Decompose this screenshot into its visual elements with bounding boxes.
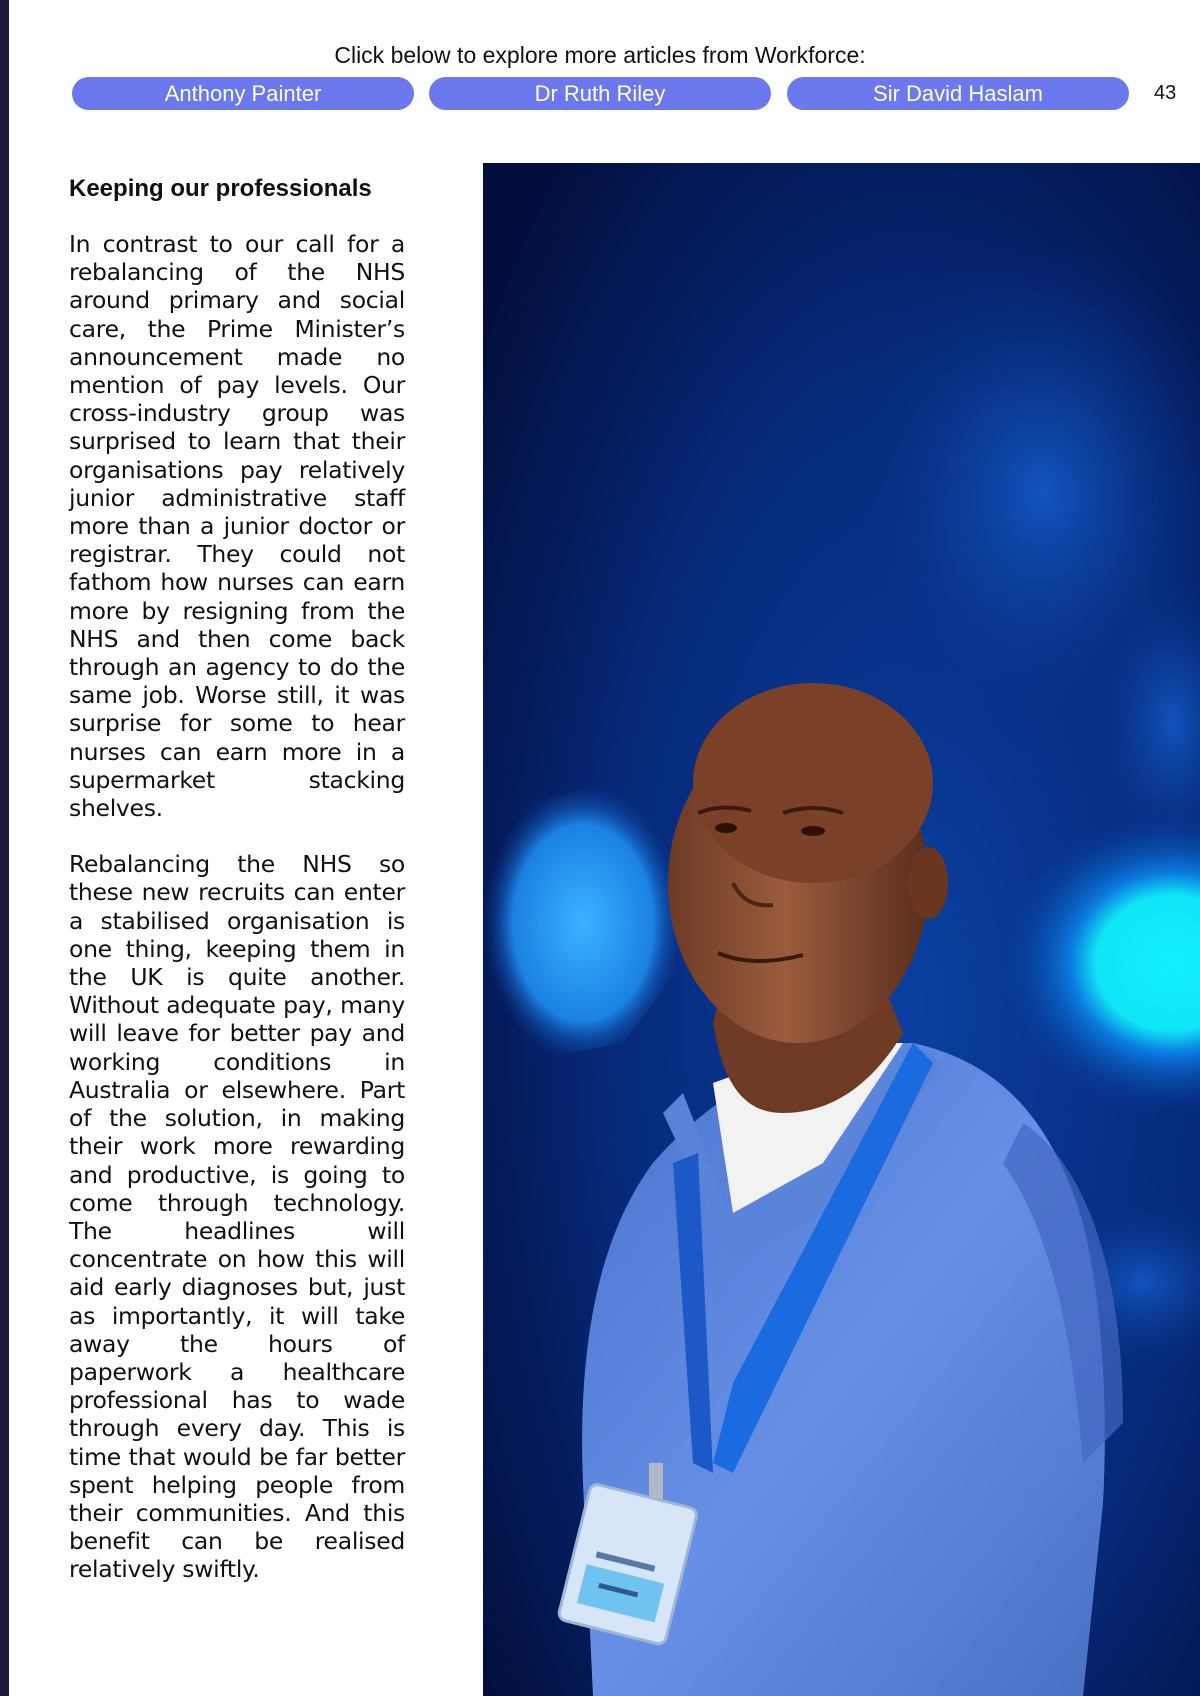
article-link-ruth-riley[interactable]: Dr Ruth Riley (429, 77, 771, 110)
article-paragraph: In contrast to our call for a rebalancing of the NHS around primary and social care, the Prime Minister’s announcement made no mention of pay levels. Our cross-industry group was surprised to learn that their organisations pay relatively junior administrative staff more than a junior doctor or registrar. They could not fathom how nurses can earn more by resigning from the NHS and then come back through an agency to do the same job. Worse still, it was surprise for some to hear nurses can earn more in a supermarket stacking shelves. (69, 230, 405, 823)
section-heading: Keeping our professionals (69, 175, 372, 202)
left-edge-bar (0, 0, 9, 1696)
healthcare-worker-photo (483, 163, 1200, 1696)
article-link-anthony-painter[interactable]: Anthony Painter (72, 77, 414, 110)
article-link-david-haslam[interactable]: Sir David Haslam (787, 77, 1129, 110)
article-column (69, 174, 405, 1612)
page-number: 43 (1154, 82, 1177, 104)
article-paragraph: Rebalancing the NHS so these new recruits can enter a stabilised organisation is one thing, keeping them in the UK is quite another. Without adequate pay, many will leave for better pay and working conditions in Australia or elsewhere. Part of the solution, in making their work more rewarding and productive, is going to come through technology. The headlines will concentrate on how this will aid early diagnoses but, just as importantly, it will take away the hours of paperwork a healthcare professional has to wade through every day. This is time that would be far better spent helping people from their communities. And this benefit can be realised relatively swiftly. (69, 850, 405, 1584)
nav-prompt: Click below to explore more articles from Workforce: (334, 42, 866, 68)
